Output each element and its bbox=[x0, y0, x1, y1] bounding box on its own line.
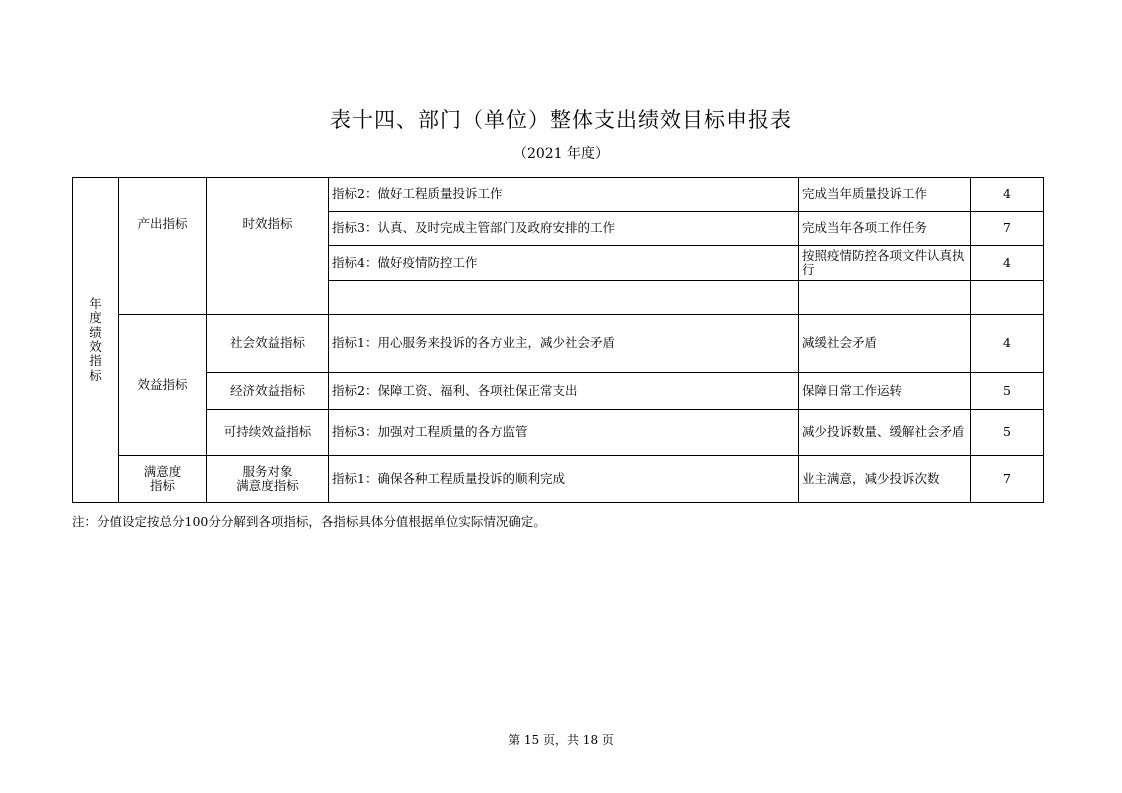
indicator-cell: 指标1：用心服务来投诉的各方业主，减少社会矛盾 bbox=[329, 315, 799, 373]
table-note: 注：分值设定按总分100分分解到各项指标，各指标具体分值根据单位实际情况确定。 bbox=[72, 514, 546, 529]
indicator-cell: 指标4：做好疫情防控工作 bbox=[329, 246, 799, 281]
sub-timeliness-cell: 时效指标 bbox=[207, 178, 329, 315]
sub-economic-cell: 经济效益指标 bbox=[207, 373, 329, 410]
target-cell: 完成当年各项工作任务 bbox=[799, 212, 971, 246]
table-row bbox=[73, 315, 1044, 373]
score-cell: 5 bbox=[971, 410, 1044, 456]
target-cell: 按照疫情防控各项文件认真执行 bbox=[799, 246, 971, 281]
indicator-cell: 指标2：保障工资、福利、各项社保正常支出 bbox=[329, 373, 799, 410]
indicator-cell: 指标1：确保各种工程质量投诉的顺利完成 bbox=[329, 456, 799, 503]
group-output-cell: 产出指标 bbox=[119, 178, 207, 315]
target-cell: 业主满意，减少投诉次数 bbox=[799, 456, 971, 503]
score-cell: 4 bbox=[971, 178, 1044, 212]
score-cell: 5 bbox=[971, 373, 1044, 410]
group-satisfaction-cell: 满意度 指标 bbox=[119, 456, 207, 503]
target-cell: 减缓社会矛盾 bbox=[799, 315, 971, 373]
page-footer: 第 15 页，共 18 页 bbox=[508, 733, 614, 747]
performance-table bbox=[72, 177, 1044, 503]
target-cell: 保障日常工作运转 bbox=[799, 373, 971, 410]
target-cell: 减少投诉数量、缓解社会矛盾 bbox=[799, 410, 971, 456]
sub-social-cell: 社会效益指标 bbox=[207, 315, 329, 373]
indicator-cell: 指标2：做好工程质量投诉工作 bbox=[329, 178, 799, 212]
year-subtitle: （2021 年度） bbox=[512, 146, 610, 162]
level1-annual-indicator-cell: 年 度 绩 效 指 标 bbox=[73, 178, 119, 503]
table-row bbox=[73, 178, 1044, 212]
table-row bbox=[73, 373, 1044, 410]
target-cell: 完成当年质量投诉工作 bbox=[799, 178, 971, 212]
table-row bbox=[73, 410, 1044, 456]
score-cell: 7 bbox=[971, 456, 1044, 503]
table-row bbox=[73, 456, 1044, 503]
sub-service-cell: 服务对象 满意度指标 bbox=[207, 456, 329, 503]
score-cell: 4 bbox=[971, 246, 1044, 281]
score-cell bbox=[971, 281, 1044, 315]
indicator-cell bbox=[329, 281, 799, 315]
sub-sustainable-cell: 可持续效益指标 bbox=[207, 410, 329, 456]
indicator-cell: 指标3：加强对工程质量的各方监管 bbox=[329, 410, 799, 456]
group-benefit-cell: 效益指标 bbox=[119, 315, 207, 456]
indicator-cell: 指标3：认真、及时完成主管部门及政府安排的工作 bbox=[329, 212, 799, 246]
score-cell: 4 bbox=[971, 315, 1044, 373]
score-cell: 7 bbox=[971, 212, 1044, 246]
page-title: 表十四、部门（单位）整体支出绩效目标申报表 bbox=[330, 108, 792, 132]
target-cell bbox=[799, 281, 971, 315]
